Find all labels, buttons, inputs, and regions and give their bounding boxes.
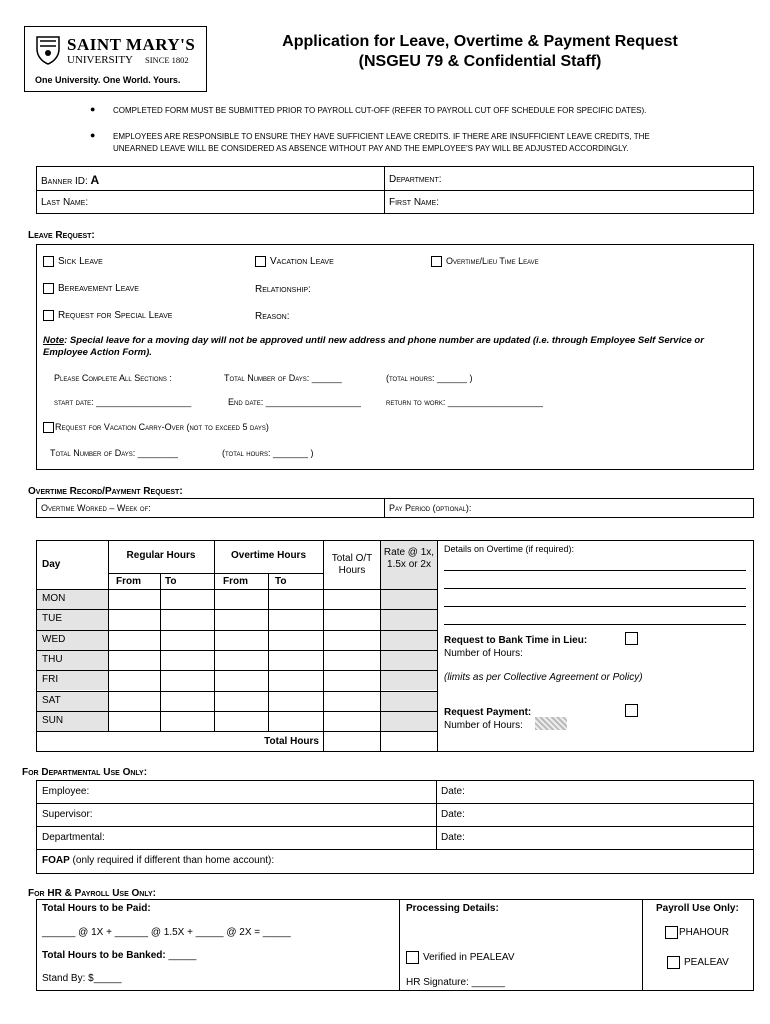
carryover-option[interactable]: Request for Vacation Carry-Over (not to exceed 5 days) [43,422,269,433]
ot-to-header: To [275,576,287,587]
return-work-field[interactable]: return to work: ___________________ [386,397,543,407]
leave-heading: Leave Request: [28,230,95,241]
departmental-heading: For Departmental Use Only: [22,767,148,778]
reason-label[interactable]: Reason: [255,311,290,322]
start-date-field[interactable]: start date: ___________________ [54,397,192,407]
dept-employee-label[interactable]: Employee: [42,786,90,797]
reg-from-header: From [116,576,141,587]
col-overtime-header: Overtime Hours [230,550,307,561]
logo-since: SINCE 1802 [145,55,189,65]
day-label-sun: SUN [42,714,64,726]
bereavement-option[interactable]: Bereavement Leave [43,283,139,294]
relationship-label[interactable]: Relationship: [255,284,311,295]
pealeav-checkbox[interactable] [667,956,680,969]
details-label: Details on Overtime (if required): [444,544,575,554]
bank-time-label: Request to Bank Time in Lieu: [444,635,588,646]
complete-all-label: Please Complete All Sections : [54,373,172,383]
details-line[interactable] [444,588,746,589]
bank-time-checkbox[interactable] [625,632,638,645]
request-payment-checkbox[interactable] [625,704,638,717]
request-payment-label: Request Payment: [444,707,532,718]
banner-id-value[interactable]: A [90,173,100,187]
total-banked-label[interactable]: Total Hours to be Banked: _____ [42,950,197,961]
total-days-field[interactable]: Total Number of Days: ______ [224,373,342,383]
form-title: Application for Leave, Overtime & Payment Request [282,33,678,50]
pealeav-option[interactable]: PEALEAV [667,956,729,969]
day-label-thu: THU [42,653,63,665]
bereavement-checkbox[interactable] [43,283,54,294]
total-hours-2-field[interactable]: (total hours: _______ ) [222,448,314,458]
special-leave-checkbox[interactable] [43,310,54,321]
day-label-mon: MON [42,593,66,604]
total-days-2-field[interactable]: Total Number of Days: ________ [50,448,178,458]
verified-option[interactable]: Verified in PEALEAV [406,951,515,964]
rate-cell[interactable] [381,651,437,670]
ot-from-header: From [223,576,248,587]
special-leave-option[interactable]: Request for Special Leave [43,310,172,321]
first-name-label[interactable]: First Name: [389,197,440,208]
details-line[interactable] [444,606,746,607]
special-leave-note: Note: Special leave for a moving day will not be approved until new address and phone number are updated (i.e. through Employee Self Service or Employee Action Form). [43,335,704,358]
bank-hours-label[interactable]: Number of Hours: [444,648,523,659]
department-label[interactable]: Department: [389,174,442,185]
overtime-lieu-option[interactable]: Overtime/Lieu Time Leave [431,256,539,267]
paid-formula[interactable]: ______ @ 1X + ______ @ 1.5X + _____ @ 2X = _____ [42,927,291,938]
details-line[interactable] [444,570,746,571]
notice-2: EMPLOYEES ARE RESPONSIBLE TO ENSURE THEY HAVE SUFFICIENT LEAVE CREDITS. IF THERE ARE INSUFFICIENT LEAVE CREDITS, THE [113,132,650,141]
phahour-option[interactable]: PHAHOUR [665,926,729,939]
reg-to-header: To [165,576,177,587]
payment-hours-hatch [535,717,567,730]
total-paid-label: Total Hours to be Paid: [42,903,151,914]
limits-note: (limits as per Collective Agreement or Policy) [444,672,643,683]
sick-leave-checkbox[interactable] [43,256,54,267]
logo-tagline: One University. One World. Yours. [35,75,181,85]
notice-3: UNEARNED LEAVE WILL BE CONSIDERED AS ABSENCE WITHOUT PAY AND THE EMPLOYEE'S PAY WILL BE ADJUSTED ACCORDINGLY. [113,144,629,153]
rate-cell[interactable] [381,631,437,650]
day-label-tue: TUE [42,613,62,625]
vacation-leave-option[interactable]: Vacation Leave [255,256,334,267]
col-day-header: Day [42,559,61,570]
vacation-leave-checkbox[interactable] [255,256,266,267]
details-line[interactable] [444,624,746,625]
col-regular-header: Regular Hours [126,550,196,561]
rate-cell[interactable] [381,590,437,609]
pay-period-label[interactable]: Pay Period (optional): [389,503,472,513]
logo-university: UNIVERSITY [67,54,133,66]
overtime-lieu-checkbox[interactable] [431,256,442,267]
foap-label[interactable]: FOAP (only required if different than home account): [42,855,275,866]
dept-employee-date[interactable]: Date: [441,786,465,797]
rate-cell[interactable] [381,671,437,690]
col-rate-header: Rate @ 1x, 1.5x or 2x [383,547,435,570]
dept-departmental-date[interactable]: Date: [441,832,465,843]
notice-1: COMPLETED FORM MUST BE SUBMITTED PRIOR TO PAYROLL CUT-OFF (REFER TO PAYROLL CUT OFF SCHEDULE FOR SPECIFIC DATES). [113,106,647,115]
total-hours-field[interactable]: (total hours: ______ ) [386,373,473,383]
carryover-checkbox[interactable] [43,422,54,433]
day-label-sat: SAT [42,694,61,706]
last-name-label[interactable]: Last Name: [41,197,89,208]
col-total-ot-header: Total O/T Hours [331,553,373,576]
sick-leave-option[interactable]: Sick Leave [43,256,103,267]
verified-checkbox[interactable] [406,951,419,964]
dept-supervisor-label[interactable]: Supervisor: [42,809,93,820]
hr-heading: For HR & Payroll Use Only: [28,888,156,899]
phahour-checkbox[interactable] [665,926,678,939]
rate-cell[interactable] [381,712,437,731]
dept-supervisor-date[interactable]: Date: [441,809,465,820]
worked-week-label[interactable]: Overtime Worked – Week of: [41,503,151,513]
logo [24,26,207,92]
rate-cell[interactable] [381,692,437,711]
rate-cell[interactable] [381,610,437,629]
crest-icon [35,35,61,65]
processing-label: Processing Details: [406,903,499,914]
banner-id-label: Banner ID: A [41,173,100,187]
overtime-heading: Overtime Record/Payment Request: [28,486,183,497]
bullet-icon: ● [90,104,96,114]
stand-by-field[interactable]: Stand By: $_____ [42,973,122,984]
bullet-icon: ● [90,130,96,140]
total-hours-label: Total Hours [264,736,319,747]
day-label-fri: FRI [42,674,59,686]
payment-hours-label[interactable]: Number of Hours: [444,720,523,731]
day-label-wed: WED [42,633,66,645]
end-date-field[interactable]: End date: ___________________ [228,397,361,407]
form-subtitle: (NSGEU 79 & Confidential Staff) [358,53,602,70]
dept-departmental-label[interactable]: Departmental: [42,832,105,843]
hr-signature-field[interactable]: HR Signature: ______ [406,977,505,988]
logo-name: SAINT MARY'S [67,35,196,54]
payroll-only-label: Payroll Use Only: [656,903,739,914]
